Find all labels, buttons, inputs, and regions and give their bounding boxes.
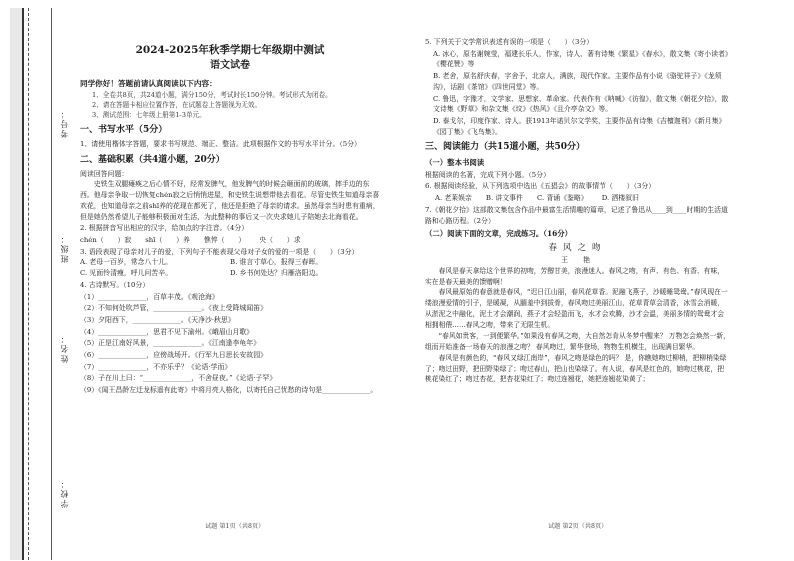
option-c: C. 背诵《鉴略》 xyxy=(536,194,588,203)
question-6: 6. 根据阅读经验，从下列选项中选出《五猖会》的故事情节（ ）（3分） xyxy=(425,182,656,191)
option-d: D. 泰戈尔，印度作家、诗人。获1913年诺贝尔文学奖，主要作品有诗集《吉檀迦利》《新月集》《园丁集》《飞鸟集》。 xyxy=(433,116,726,136)
section-heading: 三、阅读能力（共15道小题，共50分） xyxy=(425,142,586,153)
subsection-heading: （二）阅读下面的文章，完成练习。（16分） xyxy=(425,229,573,239)
pinyin-item: chén（ ）寂 xyxy=(80,235,132,244)
question-3-options xyxy=(80,257,380,278)
essay-title: 春风之吻 xyxy=(548,242,607,253)
question-2: 2. 根据拼音写出相应的汉字，给加点的字注音。（4分） xyxy=(80,224,249,233)
page-two-footer: 试题 第2页（共8页） xyxy=(548,523,608,530)
school-label: 学校： xyxy=(60,478,69,508)
notice-heading: 同学你好！答题前请认真阅读以下内容： xyxy=(80,78,217,88)
poem-item: （7）______________，不亦乐乎？《论语·学而》 xyxy=(80,362,232,371)
binding-strip xyxy=(10,8,24,560)
question-7: 7.《朝花夕拾》这部散文集包含作品中最富生活情趣的篇章，记述了鲁迅从____到____时期的生活道路和心路历程。（2分） xyxy=(425,205,728,225)
exam-subtitle: 语文试卷 xyxy=(210,60,250,72)
poem-item: （4）______________，思君不见下渝州。《峨眉山月歌》 xyxy=(80,327,254,336)
essay-paragraph: 春风是有颜色的，“春风又绿江南岸”，春风之吻是绿色的吗？ 是，你瞧她吻过柳梢，把柳梢染绿了；吻过田野，把田野染绿了；吻过春山，把山也染绿了。有人说，春风是红色的，她吻过桃花，把桃花染红了；吻过杏花，把杏花染红了；吻过连翘花，她把连翘花染黄了； xyxy=(425,353,727,384)
essay-author: 王 艳 xyxy=(561,255,594,264)
option-d: D. 洒楼叙旧 xyxy=(601,194,639,203)
notice-item: 3、测试范围：七年级上册第1-3单元。 xyxy=(92,110,206,119)
pinyin-item: shī（ ）养 xyxy=(145,235,190,244)
option-c: C. 鲁迅，字豫才，文学家、思想家、革命家。代表作有《呐喊》《彷徨》，散文集《朝花夕拾》，散文诗集《野草》和杂文集《坟》《热风》《且介亭杂文》等。 xyxy=(433,94,729,114)
section-heading: 一、书写水平（5分） xyxy=(80,125,168,136)
question-4: 4. 古诗默写。（10分） xyxy=(80,280,150,289)
pinyin-item: 憔悴（ ） xyxy=(203,235,246,244)
option-b: B. 讲文事件 xyxy=(485,194,523,203)
option-c: C. 见面怜清瘦，呼儿问苦辛。 xyxy=(80,269,173,278)
essay-paragraph: “春风如贵客，一到便繁华。”如果没有春风之吻，大自然怎肯从冬梦中醒来？ 万物怎会焕然一新，组而开始准备一场春天的浪漫之吻？ 春风吻过，繁华登场，物物生机横生，出现满目繁华。 xyxy=(425,331,730,351)
option-b: B. 谁言寸草心，报得三春晖。 xyxy=(230,258,323,267)
question-5: 5. 下列关于文学常识表述有误的一项是（ ）（3分） xyxy=(425,38,594,46)
exam-title: 2024-2025年秋季学期七年级期中测试 xyxy=(135,44,325,56)
section-heading: 二、基础积累（共4道小题，20分） xyxy=(80,154,225,165)
name-label: 姓名： xyxy=(60,333,69,363)
subsection-heading: （一）整本书阅读 xyxy=(425,158,485,168)
essay-paragraph: 春风最原始的春意就是春风，“迟日江山丽，春风花草香。泥融飞燕子，沙暖睡鸳鸯。”春风现在一缕浪漫爱情的引子，是暖凝，从腼羞中到拔骨，春风吻过美丽江山，花草青草会清香，冰雪会消暖，从淤泥之中融化，泥土才会潮润，燕子才会轻盈而飞，水才会欢腾，沙才会温，美丽多情的鸳鸯才会相拥相偎……春风之吻，带来了无限生机。 xyxy=(425,288,728,330)
pinyin-row xyxy=(80,235,380,246)
question-1: 1、请使用楷体字答题，要求书写规范、端正、整洁。此项根据作文的书写水平计分。（5分） xyxy=(80,140,361,149)
exam-number-label: 考号： xyxy=(60,108,69,138)
option-d: D. 乡书何处达？归雁洛阳边。 xyxy=(230,269,323,278)
poem-item: （3）夕阳西下，______________。《天净沙·秋思》 xyxy=(80,315,235,324)
class-label: 班级： xyxy=(60,233,69,263)
reading-heading: 阅读回答问题： xyxy=(80,169,129,178)
poem-item: （2）不知何处吹芦管，______________。《夜上受降城闻笛》 xyxy=(80,304,267,313)
option-a: A. 冰心，原名谢婉莹，福建长乐人，作家，诗人、著有诗集《繁星》《春水》，散文集《寄小读者》《樱花赞》等 xyxy=(433,49,729,69)
question-3: 3. 语段表现了母亲对儿子的爱，下列句子不能表现父母对子女的爱的一项是（ ）（3分） xyxy=(80,247,359,256)
page-one-footer: 试题 第1页（共8页） xyxy=(205,523,265,530)
option-a: A. 老母一百岁，常念八十儿。 xyxy=(80,258,173,267)
pinyin-item: 央（ ）求 xyxy=(259,235,301,244)
option-b: B. 老舍，原名舒庆春，字舍予，北京人，满族，现代作家。主要作品有小说《骆驼祥子》《龙须沟》，话剧《茶馆》《四世同堂》等。 xyxy=(433,72,722,91)
essay-paragraph: 春风是春天拿给这个世界的初吻，芳醇甘美，浪漫迷人。春风之吻，有声、有色、有香、有味，实在是春天最美的馈赠啊！ xyxy=(425,266,725,286)
reading-passage: 史铁生双腿瘫痪之后心情不好，经常发脾气，他发脾气的时候会砸面前的玻璃，摔手边的东西。他母亲争取一切恢复chén寂之后悄悄进屋，和史铁生说想带他去看花。尽管史铁生知道母亲喜欢花，也知道母亲之前shī养的花现在都死了，他还是拒绝了母亲的请求。虽然母亲当时患有重病，但是她仍然希望儿子能够积极面对生活，为此整种的事后又一次央求她儿子陪她去北海看花。 xyxy=(80,180,380,221)
question-6-options xyxy=(425,193,730,204)
notice-item: 2、请在答题卡相应位置作答，在试题卷上答题视为无效。 xyxy=(92,100,262,109)
notice-item: 1、全卷共8页，共24道小题，满分150分，考试时长150分钟。考试形式为闭卷。 xyxy=(92,90,332,99)
poem-item: （6）______________，应傍战场开。《行军九日思长安故园》 xyxy=(80,351,267,360)
poem-item: （9）《闻王昌龄左迁龙标遥有此寄》中将月亮人格化，以寄托自己忧愁的诗句是______________。 xyxy=(80,386,378,395)
page-two xyxy=(425,36,730,385)
binding-margin xyxy=(28,8,69,560)
option-a: A. 老莱娱亲 xyxy=(435,194,472,203)
poem-item: （1）______________，百草丰茂。《观沧海》 xyxy=(80,292,219,301)
poem-item: （5）正是江南好风景，______________。《江南逢李龟年》 xyxy=(80,339,261,348)
poem-item: （8）子在川上曰：“______________，不舍昼夜。”《论语·子罕》 xyxy=(80,374,277,383)
subsection-intro: 根据阅读的名著，完成下列小题。（5分） xyxy=(425,170,550,179)
page-one xyxy=(80,38,380,396)
